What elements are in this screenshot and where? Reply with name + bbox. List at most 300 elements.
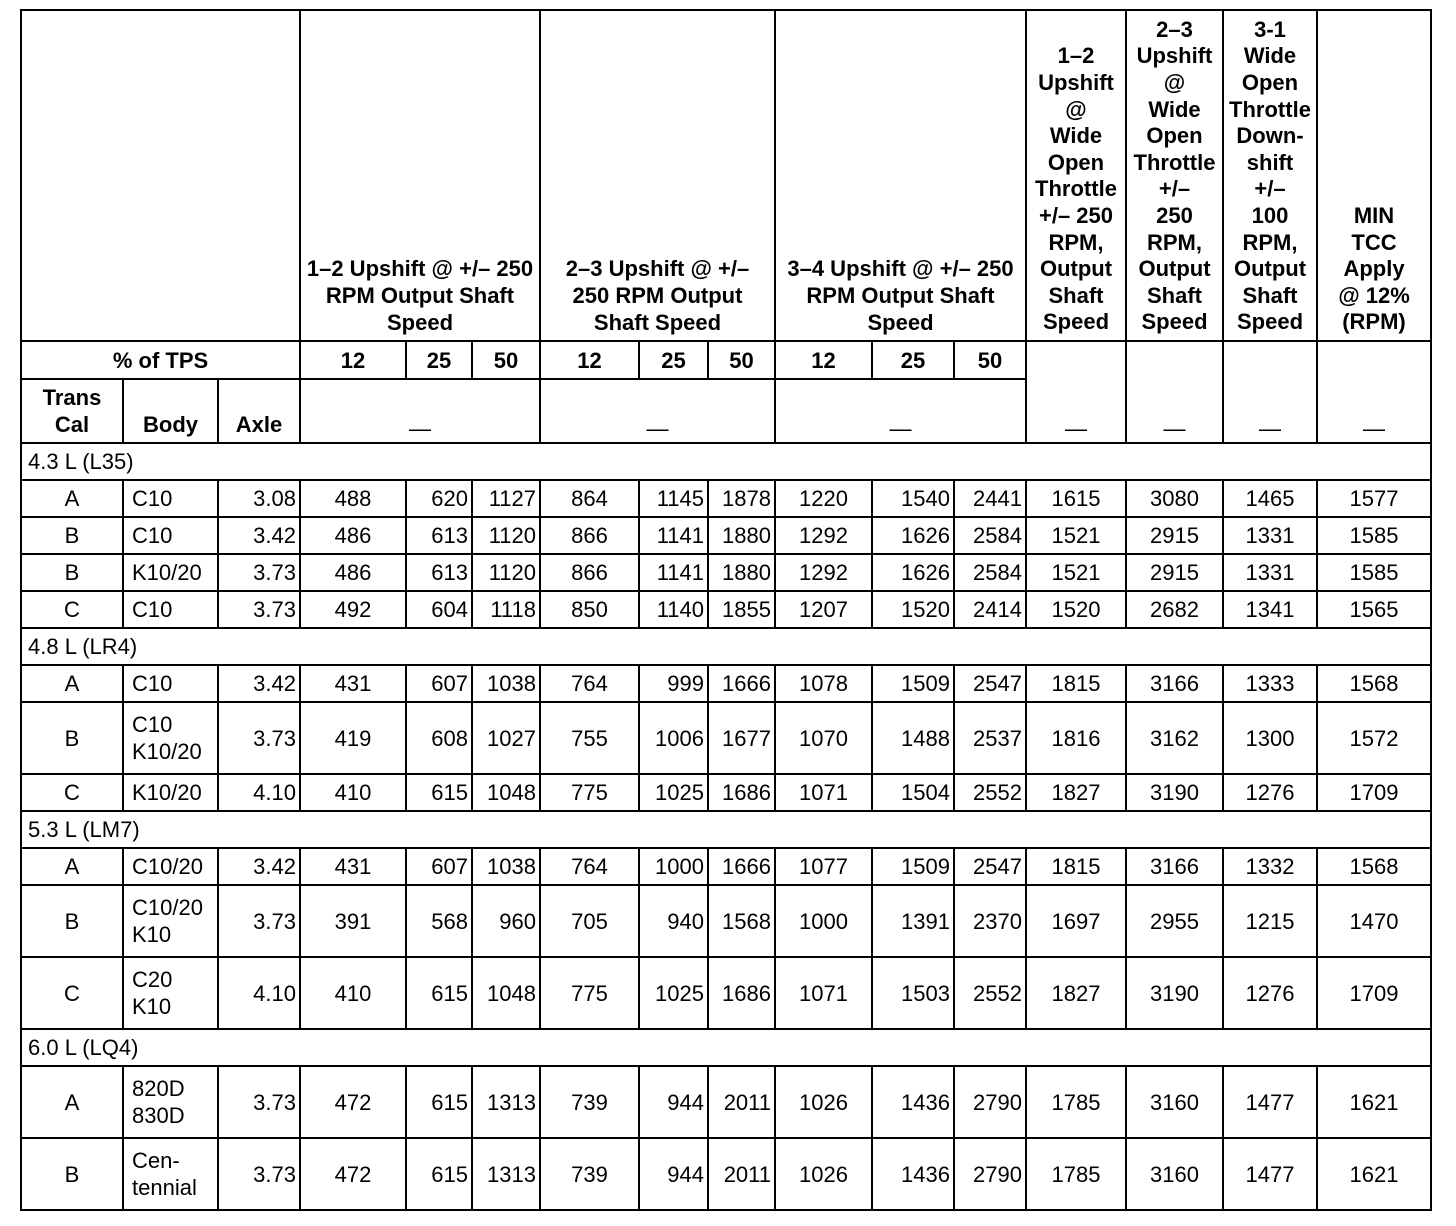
header-line: @ (1163, 70, 1186, 96)
s34-12-cell: 1026 (775, 1138, 872, 1210)
table-row (21, 848, 1431, 885)
body-line: Cen- (132, 1148, 180, 1173)
wot-31-cell: 1300 (1223, 702, 1317, 774)
header-line: 250 (1156, 203, 1193, 229)
header-line: Throttle (1035, 176, 1117, 202)
s12-50-cell: 1120 (472, 554, 540, 591)
header-line: 100 (1251, 203, 1289, 229)
table-row (21, 517, 1431, 554)
s23-50-cell: 1880 (708, 517, 775, 554)
table-row (21, 1066, 1431, 1138)
wot-23-cell: 3080 (1126, 480, 1223, 517)
min-tcc-header (1317, 10, 1431, 341)
axle-cell: 3.08 (218, 480, 300, 517)
header-line: Upshift (1038, 70, 1114, 96)
s12-12-cell: 472 (300, 1066, 406, 1138)
axle-cell: 3.73 (218, 1138, 300, 1210)
header-line: Throttle (1133, 149, 1216, 175)
dash-cell: — (1317, 341, 1431, 443)
header-line: Apply (1343, 256, 1405, 282)
s23-50-cell: 1686 (708, 774, 775, 811)
header-line: Cal (54, 412, 90, 437)
s34-12-cell: 1292 (775, 517, 872, 554)
trans-cal-cell: A (21, 848, 123, 885)
s23-12-cell: 850 (540, 591, 639, 628)
wot-12-cell: 1827 (1026, 774, 1126, 811)
s23-12-cell: 705 (540, 885, 639, 957)
header-line: Shaft (1147, 282, 1202, 308)
axle-cell: 3.42 (218, 848, 300, 885)
header-line: +/– (1158, 176, 1191, 202)
dash-cell: — (1026, 341, 1126, 443)
corner-cell (21, 10, 300, 341)
header-line: (RPM) (1342, 309, 1406, 335)
wot-23-cell: 3166 (1126, 665, 1223, 702)
s23-50-cell: 1568 (708, 885, 775, 957)
wot-12-cell: 1521 (1026, 517, 1126, 554)
header-line: MIN (1353, 203, 1395, 229)
group-row (21, 443, 1431, 480)
s34-12-cell: 1026 (775, 1066, 872, 1138)
s34-12-cell: 1077 (775, 848, 872, 885)
table-row (21, 774, 1431, 811)
s34-12-cell: 1292 (775, 554, 872, 591)
s34-12-cell: 1207 (775, 591, 872, 628)
header-line: Shaft (1242, 282, 1298, 308)
wot-31-header (1223, 10, 1317, 341)
s12-50-cell: 1027 (472, 702, 540, 774)
engine-group-label: 5.3 L (LM7) (21, 811, 1431, 848)
axle-cell: 3.73 (218, 702, 300, 774)
s12-12-cell: 410 (300, 957, 406, 1029)
body-line: C10 (132, 671, 173, 696)
s12-50-cell: 1313 (472, 1066, 540, 1138)
min-tcc-cell: 1565 (1317, 591, 1431, 628)
s12-50-cell: 1118 (472, 591, 540, 628)
min-tcc-cell: 1568 (1317, 848, 1431, 885)
s34-25-cell: 1504 (872, 774, 954, 811)
body-cell (123, 665, 218, 702)
dash-cell: — (540, 379, 775, 443)
table-row (21, 885, 1431, 957)
min-tcc-cell: 1577 (1317, 480, 1431, 517)
wot-31-cell: 1333 (1223, 665, 1317, 702)
header-line: Output (1039, 256, 1113, 282)
s12-25-cell: 607 (406, 848, 472, 885)
body-cell (123, 774, 218, 811)
s12-12-cell: 431 (300, 665, 406, 702)
s34-50-cell: 2537 (954, 702, 1026, 774)
s23-25-cell: 1006 (639, 702, 708, 774)
wot-23-cell: 2915 (1126, 517, 1223, 554)
s23-50-cell: 1880 (708, 554, 775, 591)
dash-cell: — (1126, 341, 1223, 443)
s12-12-cell: 486 (300, 517, 406, 554)
body-cell (123, 957, 218, 1029)
s12-25-cell: 608 (406, 702, 472, 774)
tps-25: 25 (639, 341, 708, 379)
s12-25-cell: 620 (406, 480, 472, 517)
body-cell (123, 591, 218, 628)
axle-cell: 3.73 (218, 591, 300, 628)
axle-cell: 3.42 (218, 665, 300, 702)
body-cell (123, 480, 218, 517)
table-row (21, 1138, 1431, 1210)
shift-12-header: 1–2 Upshift @ +/– 250 RPM Output Shaft Speed (300, 10, 540, 341)
trans-cal-cell: C (21, 591, 123, 628)
trans-cal-header (21, 379, 123, 443)
s34-25-cell: 1488 (872, 702, 954, 774)
s34-25-cell: 1509 (872, 848, 954, 885)
s34-25-cell: 1626 (872, 554, 954, 591)
table-row (21, 591, 1431, 628)
s34-50-cell: 2547 (954, 848, 1026, 885)
header-line: Speed (1236, 309, 1304, 335)
min-tcc-cell: 1621 (1317, 1066, 1431, 1138)
s23-50-cell: 2011 (708, 1066, 775, 1138)
s34-50-cell: 2584 (954, 554, 1026, 591)
header-line: RPM, (1147, 229, 1202, 255)
s12-25-cell: 615 (406, 1138, 472, 1210)
header-line: Open (1047, 149, 1105, 175)
s12-12-cell: 488 (300, 480, 406, 517)
s12-25-cell: 607 (406, 665, 472, 702)
s23-50-cell: 1855 (708, 591, 775, 628)
s34-12-cell: 1071 (775, 957, 872, 1029)
wot-23-cell: 2682 (1126, 591, 1223, 628)
wot-23-cell: 3160 (1126, 1138, 1223, 1210)
header-line: RPM, (1048, 229, 1104, 255)
axle-cell: 4.10 (218, 957, 300, 1029)
s34-50-cell: 2441 (954, 480, 1026, 517)
s23-25-cell: 1025 (639, 957, 708, 1029)
s12-25-cell: 615 (406, 957, 472, 1029)
s23-25-cell: 1145 (639, 480, 708, 517)
body-cell (123, 1066, 218, 1138)
s23-12-cell: 764 (540, 665, 639, 702)
tps-50: 50 (954, 341, 1026, 379)
s34-50-cell: 2790 (954, 1138, 1026, 1210)
wot-31-cell: 1477 (1223, 1138, 1317, 1210)
wot-12-cell: 1615 (1026, 480, 1126, 517)
wot-31-cell: 1276 (1223, 774, 1317, 811)
s23-12-cell: 866 (540, 517, 639, 554)
s23-12-cell: 755 (540, 702, 639, 774)
wot-12-cell: 1815 (1026, 665, 1126, 702)
header-line: 2–3 (1156, 16, 1193, 42)
wot-31-cell: 1465 (1223, 480, 1317, 517)
body-cell (123, 554, 218, 591)
header-line: +/– 250 (1038, 203, 1113, 229)
min-tcc-cell: 1709 (1317, 957, 1431, 1029)
body-cell (123, 702, 218, 774)
min-tcc-cell: 1709 (1317, 774, 1431, 811)
trans-cal-cell: A (21, 480, 123, 517)
axle-cell: 3.42 (218, 517, 300, 554)
wot-23-cell: 3190 (1126, 774, 1223, 811)
body-line: C10 (132, 712, 173, 737)
wot-12-cell: 1785 (1026, 1138, 1126, 1210)
min-tcc-cell: 1585 (1317, 554, 1431, 591)
wot-31-cell: 1331 (1223, 554, 1317, 591)
trans-cal-cell: B (21, 1138, 123, 1210)
body-header: Body (123, 379, 218, 443)
s23-50-cell: 1878 (708, 480, 775, 517)
s23-50-cell: 2011 (708, 1138, 775, 1210)
s12-25-cell: 615 (406, 1066, 472, 1138)
min-tcc-cell: 1621 (1317, 1138, 1431, 1210)
s12-25-cell: 568 (406, 885, 472, 957)
s34-12-cell: 1070 (775, 702, 872, 774)
s12-12-cell: 419 (300, 702, 406, 774)
wot-23-header (1126, 10, 1223, 341)
s34-12-cell: 1220 (775, 480, 872, 517)
s34-25-cell: 1520 (872, 591, 954, 628)
header-line: Shaft (1048, 282, 1104, 308)
shift-speed-table (20, 9, 1432, 1211)
table-row (21, 957, 1431, 1029)
s34-50-cell: 2790 (954, 1066, 1026, 1138)
body-line: 830D (132, 1103, 185, 1128)
header-line: +/– (1254, 176, 1286, 202)
s34-50-cell: 2370 (954, 885, 1026, 957)
header-line: @ (1065, 96, 1087, 122)
engine-group-label: 6.0 L (LQ4) (21, 1029, 1431, 1066)
s34-25-cell: 1540 (872, 480, 954, 517)
s23-50-cell: 1666 (708, 848, 775, 885)
s23-25-cell: 1000 (639, 848, 708, 885)
trans-cal-cell: C (21, 957, 123, 1029)
s12-12-cell: 391 (300, 885, 406, 957)
wot-23-cell: 3160 (1126, 1066, 1223, 1138)
header-line: shift (1246, 149, 1294, 175)
wot-12-cell: 1521 (1026, 554, 1126, 591)
axle-cell: 3.73 (218, 554, 300, 591)
header-line: Output (1233, 256, 1307, 282)
body-line: C10/20 (132, 854, 203, 879)
shift-34-header: 3–4 Upshift @ +/– 250 RPM Output Shaft Speed (775, 10, 1026, 341)
s23-12-cell: 739 (540, 1138, 639, 1210)
body-line: C10/20 (132, 895, 203, 920)
header-line: 1–2 (1057, 43, 1095, 69)
s23-50-cell: 1686 (708, 957, 775, 1029)
s23-12-cell: 775 (540, 957, 639, 1029)
s23-50-cell: 1677 (708, 702, 775, 774)
wot-12-cell: 1815 (1026, 848, 1126, 885)
wot-31-cell: 1341 (1223, 591, 1317, 628)
s12-25-cell: 604 (406, 591, 472, 628)
tps-row (21, 341, 1431, 379)
tps-50: 50 (708, 341, 775, 379)
s23-12-cell: 739 (540, 1066, 639, 1138)
axle-header: Axle (218, 379, 300, 443)
body-line: C10 (132, 523, 173, 548)
body-line: tennial (132, 1175, 197, 1200)
header-line: Wide (1243, 43, 1297, 69)
shift-23-header: 2–3 Upshift @ +/– 250 RPM Output Shaft Speed (540, 10, 775, 341)
header-line: 3-1 (1254, 16, 1286, 42)
header-line: Wide (1148, 96, 1201, 122)
header-line: TCC (1351, 229, 1397, 255)
s12-25-cell: 615 (406, 774, 472, 811)
s23-25-cell: 944 (639, 1066, 708, 1138)
pct-tps-label: % of TPS (21, 341, 300, 379)
header-line: Speed (1141, 309, 1208, 335)
body-cell (123, 517, 218, 554)
s23-25-cell: 1025 (639, 774, 708, 811)
s12-25-cell: 613 (406, 554, 472, 591)
wot-23-cell: 3162 (1126, 702, 1223, 774)
s12-12-cell: 410 (300, 774, 406, 811)
tps-25: 25 (406, 341, 472, 379)
wot-12-cell: 1785 (1026, 1066, 1126, 1138)
body-line: C20 (132, 967, 173, 992)
s34-25-cell: 1626 (872, 517, 954, 554)
header-line: Trans (42, 385, 102, 410)
trans-cal-cell: A (21, 1066, 123, 1138)
s34-50-cell: 2547 (954, 665, 1026, 702)
wot-31-cell: 1276 (1223, 957, 1317, 1029)
s12-50-cell: 1048 (472, 774, 540, 811)
s12-12-cell: 486 (300, 554, 406, 591)
dash-cell: — (300, 379, 540, 443)
tps-50: 50 (472, 341, 540, 379)
group-row (21, 811, 1431, 848)
s34-25-cell: 1436 (872, 1138, 954, 1210)
body-cell (123, 848, 218, 885)
wot-12-cell: 1697 (1026, 885, 1126, 957)
s34-50-cell: 2584 (954, 517, 1026, 554)
header-line: Speed (1042, 309, 1110, 335)
s12-12-cell: 472 (300, 1138, 406, 1210)
s23-25-cell: 1140 (639, 591, 708, 628)
s23-12-cell: 764 (540, 848, 639, 885)
s23-25-cell: 999 (639, 665, 708, 702)
body-line: K10/20 (132, 560, 202, 585)
s34-12-cell: 1078 (775, 665, 872, 702)
dash-cell: — (775, 379, 1026, 443)
min-tcc-cell: 1585 (1317, 517, 1431, 554)
tps-12: 12 (775, 341, 872, 379)
body-cell (123, 1138, 218, 1210)
s34-50-cell: 2552 (954, 957, 1026, 1029)
s12-50-cell: 1120 (472, 517, 540, 554)
trans-cal-cell: B (21, 554, 123, 591)
header-line: Throttle (1229, 96, 1311, 122)
wot-12-cell: 1827 (1026, 957, 1126, 1029)
s12-50-cell: 1038 (472, 665, 540, 702)
header-line: Wide (1049, 123, 1103, 149)
s34-25-cell: 1391 (872, 885, 954, 957)
s23-25-cell: 1141 (639, 554, 708, 591)
s12-50-cell: 1313 (472, 1138, 540, 1210)
wot-12-cell: 1816 (1026, 702, 1126, 774)
header-line: Output (1138, 256, 1211, 282)
s34-25-cell: 1509 (872, 665, 954, 702)
body-line: 820D (132, 1076, 185, 1101)
table-row (21, 665, 1431, 702)
s12-12-cell: 492 (300, 591, 406, 628)
dash-cell: — (1223, 341, 1317, 443)
header-line: @ 12% (1338, 282, 1410, 308)
tps-25: 25 (872, 341, 954, 379)
group-row (21, 628, 1431, 665)
wot-12-cell: 1520 (1026, 591, 1126, 628)
min-tcc-cell: 1470 (1317, 885, 1431, 957)
s34-25-cell: 1503 (872, 957, 954, 1029)
body-line: C10 (132, 597, 173, 622)
wot-31-cell: 1215 (1223, 885, 1317, 957)
header-line: Down- (1236, 123, 1304, 149)
trans-cal-cell: A (21, 665, 123, 702)
s23-12-cell: 775 (540, 774, 639, 811)
wot-31-cell: 1332 (1223, 848, 1317, 885)
body-line: K10 (132, 922, 172, 947)
s34-12-cell: 1000 (775, 885, 872, 957)
axle-cell: 3.73 (218, 1066, 300, 1138)
tps-12: 12 (540, 341, 639, 379)
min-tcc-cell: 1572 (1317, 702, 1431, 774)
s12-12-cell: 431 (300, 848, 406, 885)
table-row (21, 480, 1431, 517)
wot-23-cell: 3166 (1126, 848, 1223, 885)
wot-31-cell: 1331 (1223, 517, 1317, 554)
s12-50-cell: 1038 (472, 848, 540, 885)
wot-23-cell: 2915 (1126, 554, 1223, 591)
wot-31-cell: 1477 (1223, 1066, 1317, 1138)
engine-group-label: 4.8 L (LR4) (21, 628, 1431, 665)
body-cell (123, 885, 218, 957)
axle-cell: 4.10 (218, 774, 300, 811)
engine-group-label: 4.3 L (L35) (21, 443, 1431, 480)
s12-50-cell: 1127 (472, 480, 540, 517)
s12-50-cell: 1048 (472, 957, 540, 1029)
s34-50-cell: 2414 (954, 591, 1026, 628)
trans-cal-cell: C (21, 774, 123, 811)
body-line: C10 (132, 486, 173, 511)
body-line: K10/20 (132, 739, 202, 764)
s34-25-cell: 1436 (872, 1066, 954, 1138)
s12-50-cell: 960 (472, 885, 540, 957)
trans-cal-cell: B (21, 517, 123, 554)
s23-12-cell: 866 (540, 554, 639, 591)
s34-12-cell: 1071 (775, 774, 872, 811)
header-line: RPM, (1242, 229, 1298, 255)
header-line: Open (1241, 70, 1299, 96)
group-row (21, 1029, 1431, 1066)
s23-12-cell: 864 (540, 480, 639, 517)
axle-cell: 3.73 (218, 885, 300, 957)
s12-25-cell: 613 (406, 517, 472, 554)
table-row (21, 554, 1431, 591)
trans-cal-cell: B (21, 885, 123, 957)
table-row (21, 702, 1431, 774)
s23-25-cell: 944 (639, 1138, 708, 1210)
tps-12: 12 (300, 341, 406, 379)
min-tcc-cell: 1568 (1317, 665, 1431, 702)
trans-cal-cell: B (21, 702, 123, 774)
wot-23-cell: 2955 (1126, 885, 1223, 957)
s34-50-cell: 2552 (954, 774, 1026, 811)
s23-50-cell: 1666 (708, 665, 775, 702)
header-row (21, 10, 1431, 341)
header-line: Upshift (1136, 43, 1213, 69)
wot-23-cell: 3190 (1126, 957, 1223, 1029)
wot-12-header (1026, 10, 1126, 341)
s23-25-cell: 940 (639, 885, 708, 957)
header-line: Open (1146, 123, 1203, 149)
body-line: K10/20 (132, 780, 202, 805)
